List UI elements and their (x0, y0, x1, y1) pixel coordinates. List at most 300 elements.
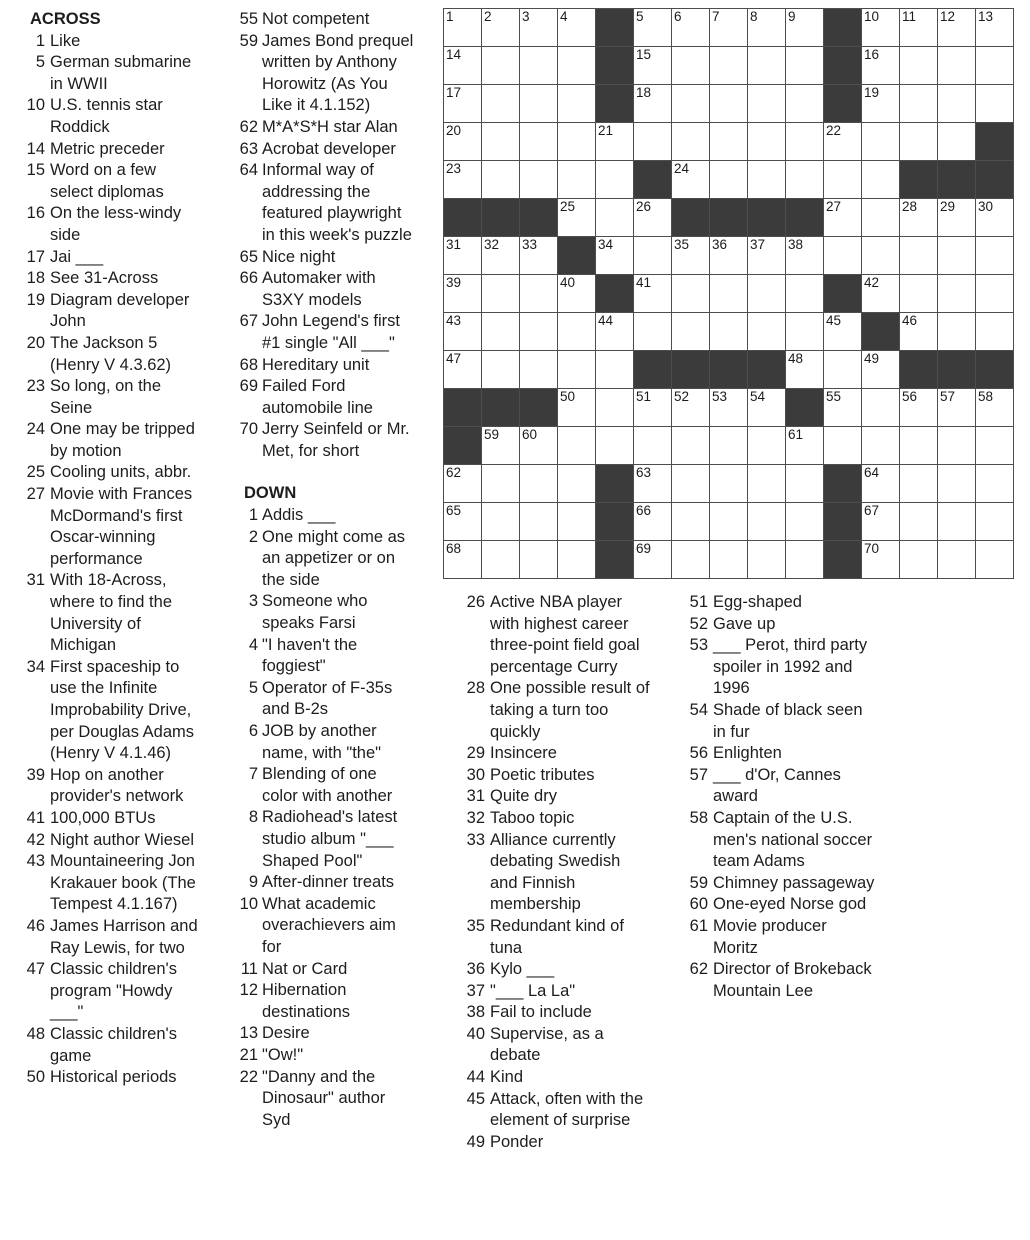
clue-number: 27 (26, 485, 45, 504)
grid-cell-white[interactable] (634, 427, 672, 465)
grid-cell-white[interactable] (900, 465, 938, 503)
grid-cell-white[interactable] (862, 237, 900, 275)
grid-cell-white[interactable] (520, 541, 558, 579)
grid-cell-white[interactable] (520, 427, 558, 465)
clue (455, 678, 660, 743)
grid-cell-number: 67 (864, 503, 880, 518)
grid-cell-white[interactable] (938, 123, 976, 161)
down-clue-list-3 (678, 592, 890, 1002)
grid-cell-white[interactable] (862, 541, 900, 579)
grid-cell-white[interactable] (786, 9, 824, 47)
grid-cell-black (634, 351, 672, 389)
clue-text: Desire (262, 1024, 310, 1043)
grid-cell-white[interactable] (558, 161, 596, 199)
clue-text: Classic children's game (50, 1024, 177, 1065)
clue (678, 614, 890, 636)
grid-cell-white[interactable] (938, 199, 976, 237)
clue (678, 765, 890, 808)
clue-text: Gave up (713, 614, 776, 633)
clue-number: 12 (239, 981, 258, 1000)
grid-cell-white[interactable] (786, 541, 824, 579)
grid-cell-white[interactable] (444, 123, 482, 161)
grid-cell-white[interactable] (900, 85, 938, 123)
grid-cell-white[interactable] (786, 465, 824, 503)
clue (455, 786, 660, 808)
grid-cell-white[interactable] (976, 427, 1014, 465)
grid-cell-white[interactable] (520, 161, 558, 199)
grid-cell-white[interactable] (862, 9, 900, 47)
grid-cell-white[interactable] (710, 85, 748, 123)
grid-cell-white[interactable] (900, 427, 938, 465)
clue-number: 11 (240, 959, 258, 978)
grid-cell-white[interactable] (634, 503, 672, 541)
grid-cell-white[interactable] (710, 161, 748, 199)
grid-cell-number: 61 (788, 427, 804, 442)
grid-cell-white[interactable] (976, 465, 1014, 503)
clue-number: 26 (466, 593, 485, 611)
grid-cell-white[interactable] (748, 275, 786, 313)
clue (455, 830, 660, 916)
grid-cell-white[interactable] (976, 275, 1014, 313)
clue-text: Fail to include (490, 1003, 592, 1022)
grid-cell-white[interactable] (482, 313, 520, 351)
grid-cell-white[interactable] (786, 351, 824, 389)
grid-cell-white[interactable] (976, 541, 1014, 579)
grid-cell-white[interactable] (862, 427, 900, 465)
grid-cell-white[interactable] (976, 47, 1014, 85)
grid-cell-white[interactable] (748, 465, 786, 503)
grid-cell-white[interactable] (748, 123, 786, 161)
grid-cell-white[interactable] (824, 161, 862, 199)
grid-cell-white[interactable] (824, 389, 862, 427)
grid-cell-white[interactable] (862, 47, 900, 85)
grid-cell-white[interactable] (862, 123, 900, 161)
grid-cell-white[interactable] (558, 465, 596, 503)
grid-cell-white[interactable] (938, 9, 976, 47)
clue-number: 16 (26, 204, 45, 223)
grid-cell-white[interactable] (520, 313, 558, 351)
grid-cell-white[interactable] (710, 503, 748, 541)
clue-text: Hibernation destinations (262, 981, 351, 1021)
grid-cell-white[interactable] (558, 275, 596, 313)
grid-cell-white[interactable] (520, 503, 558, 541)
grid-cell-number: 33 (522, 237, 538, 252)
grid-cell-white[interactable] (444, 9, 482, 47)
grid-cell-white[interactable] (558, 199, 596, 237)
grid-cell-white[interactable] (976, 85, 1014, 123)
grid-cell-black (938, 351, 976, 389)
clue-text: Someone who speaks Farsi (262, 592, 368, 633)
clue (226, 872, 426, 894)
grid-cell-black (900, 161, 938, 199)
grid-cell-white[interactable] (786, 237, 824, 275)
grid-cell-white[interactable] (938, 541, 976, 579)
grid-cell-white[interactable] (938, 389, 976, 427)
clue-number: 28 (466, 679, 485, 698)
grid-cell-white[interactable] (748, 389, 786, 427)
grid-cell-number: 3 (522, 9, 530, 24)
grid-cell-white[interactable] (596, 199, 634, 237)
clue-number: 66 (239, 269, 258, 288)
grid-cell-white[interactable] (938, 47, 976, 85)
grid-cell-white[interactable] (634, 199, 672, 237)
clue (12, 959, 212, 1024)
grid-cell-white[interactable] (634, 275, 672, 313)
grid-cell-white[interactable] (558, 123, 596, 161)
grid-cell-white[interactable] (786, 47, 824, 85)
grid-cell-black (976, 123, 1014, 161)
grid-cell-black (976, 351, 1014, 389)
clue-number: 59 (239, 31, 258, 50)
clue-number: 1 (248, 506, 258, 525)
grid-cell-white[interactable] (900, 9, 938, 47)
grid-cell-white[interactable] (786, 503, 824, 541)
grid-cell-white[interactable] (558, 503, 596, 541)
grid-cell-white[interactable] (748, 47, 786, 85)
grid-cell-white[interactable] (520, 465, 558, 503)
grid-cell-white[interactable] (596, 351, 634, 389)
grid-cell-white[interactable] (634, 389, 672, 427)
grid-cell-white[interactable] (558, 427, 596, 465)
clue-text: 100,000 BTUs (50, 808, 156, 827)
grid-cell-white[interactable] (482, 237, 520, 275)
grid-cell-white[interactable] (482, 47, 520, 85)
clue-number: 29 (466, 744, 485, 763)
grid-cell-white[interactable] (520, 237, 558, 275)
grid-cell-white[interactable] (938, 503, 976, 541)
clue-text: Redundant kind of tuna (490, 916, 624, 957)
grid-cell-white[interactable] (520, 9, 558, 47)
grid-cell-white[interactable] (710, 465, 748, 503)
grid-cell-white[interactable] (710, 275, 748, 313)
grid-cell-white[interactable] (482, 465, 520, 503)
grid-cell-white[interactable] (748, 161, 786, 199)
clue (226, 117, 426, 139)
grid-cell-white[interactable] (672, 85, 710, 123)
clue-text: Informal way of addressing the featured playwright in this week's puzzle (262, 161, 412, 244)
clue (678, 592, 890, 614)
grid-cell-white[interactable] (710, 9, 748, 47)
grid-cell-white[interactable] (482, 503, 520, 541)
grid-cell-white[interactable] (862, 161, 900, 199)
grid-cell-black (824, 275, 862, 313)
grid-cell-white[interactable] (482, 541, 520, 579)
grid-cell-number: 59 (484, 427, 500, 442)
grid-cell-white[interactable] (900, 47, 938, 85)
grid-cell-white[interactable] (444, 47, 482, 85)
grid-cell-white[interactable] (862, 199, 900, 237)
grid-cell-white[interactable] (710, 123, 748, 161)
grid-cell-white[interactable] (748, 85, 786, 123)
grid-cell-white[interactable] (786, 313, 824, 351)
grid-cell-white[interactable] (938, 427, 976, 465)
grid-cell-white[interactable] (862, 275, 900, 313)
grid-cell-white[interactable] (824, 123, 862, 161)
grid-cell-white[interactable] (710, 541, 748, 579)
grid-cell-white[interactable] (900, 503, 938, 541)
grid-cell-white[interactable] (482, 275, 520, 313)
grid-cell-black (444, 389, 482, 427)
grid-cell-white[interactable] (482, 427, 520, 465)
grid-cell-white[interactable] (520, 123, 558, 161)
grid-cell-white[interactable] (672, 503, 710, 541)
grid-cell-white[interactable] (786, 427, 824, 465)
grid-cell-white[interactable] (482, 351, 520, 389)
grid-cell-white[interactable] (596, 161, 634, 199)
clue-text: Poetic tributes (490, 765, 595, 784)
grid-cell-white[interactable] (938, 85, 976, 123)
grid-cell-white[interactable] (824, 313, 862, 351)
clue-text: "I haven't the foggiest" (262, 635, 358, 676)
clue-number: 10 (239, 894, 258, 913)
grid-cell-number: 40 (560, 275, 576, 290)
grid-cell-white[interactable] (558, 47, 596, 85)
clue-number: 21 (239, 1045, 258, 1064)
grid-cell-number: 9 (788, 9, 796, 24)
grid-cell-white[interactable] (976, 503, 1014, 541)
clue (226, 1045, 426, 1067)
grid-cell-white[interactable] (596, 389, 634, 427)
grid-cell-number: 16 (864, 47, 880, 62)
grid-cell-white[interactable] (824, 199, 862, 237)
grid-cell-white[interactable] (672, 237, 710, 275)
clue-number: 24 (26, 420, 45, 439)
grid-cell-white[interactable] (824, 237, 862, 275)
grid-cell-number: 58 (978, 389, 994, 404)
clue-text: "Danny and the Dinosaur" author Syd (262, 1067, 386, 1129)
grid-cell-white[interactable] (672, 123, 710, 161)
clue (226, 959, 426, 981)
grid-cell-white[interactable] (824, 427, 862, 465)
clue (678, 959, 890, 1002)
grid-cell-white[interactable] (444, 237, 482, 275)
clue-text: Kind (490, 1068, 524, 1087)
grid-cell-white[interactable] (938, 465, 976, 503)
grid-cell-white[interactable] (748, 541, 786, 579)
clue-number: 50 (26, 1068, 45, 1087)
grid-cell-white[interactable] (710, 47, 748, 85)
grid-cell-white[interactable] (976, 237, 1014, 275)
clue (226, 376, 426, 419)
grid-cell-white[interactable] (558, 389, 596, 427)
grid-cell-black (520, 199, 558, 237)
grid-cell-white[interactable] (862, 389, 900, 427)
grid-cell-number: 39 (446, 275, 462, 290)
grid-cell-white[interactable] (900, 237, 938, 275)
clue (12, 830, 212, 852)
grid-cell-white[interactable] (710, 427, 748, 465)
clue-text: M*A*S*H star Alan (262, 117, 398, 136)
clue-text: Supervise, as a debate (490, 1024, 604, 1065)
grid-cell-number: 18 (636, 85, 652, 100)
grid-cell-white[interactable] (444, 275, 482, 313)
grid-cell-white[interactable] (596, 313, 634, 351)
grid-cell-white[interactable] (786, 85, 824, 123)
clue (226, 764, 426, 807)
grid-cell-white[interactable] (748, 427, 786, 465)
clue-number: 13 (239, 1024, 258, 1043)
grid-cell-white[interactable] (710, 389, 748, 427)
grid-cell-white[interactable] (900, 199, 938, 237)
grid-cell-white[interactable] (672, 465, 710, 503)
grid-cell-white[interactable] (938, 275, 976, 313)
clue-text: Blending of one color with another (262, 765, 393, 805)
grid-cell-white[interactable] (558, 9, 596, 47)
grid-cell-white[interactable] (748, 503, 786, 541)
clue (678, 916, 890, 959)
grid-cell-white[interactable] (672, 275, 710, 313)
grid-cell-black (672, 199, 710, 237)
clue (12, 139, 212, 161)
clue (678, 700, 890, 743)
grid-cell-white[interactable] (520, 85, 558, 123)
clue-number: 18 (26, 269, 45, 288)
grid-cell-number: 1 (446, 9, 454, 24)
clue-text: One-eyed Norse god (713, 895, 867, 914)
clue (12, 290, 212, 333)
clue-number: 25 (26, 463, 45, 482)
clue-number: 22 (239, 1067, 258, 1086)
grid-cell-white[interactable] (634, 313, 672, 351)
grid-cell-white[interactable] (900, 123, 938, 161)
grid-cell-white[interactable] (444, 351, 482, 389)
grid-cell-black (444, 427, 482, 465)
grid-cell-white[interactable] (672, 313, 710, 351)
grid-cell-white[interactable] (862, 85, 900, 123)
grid-cell-white[interactable] (444, 85, 482, 123)
grid-cell-white[interactable] (976, 313, 1014, 351)
grid-cell-white[interactable] (672, 541, 710, 579)
grid-cell-white[interactable] (786, 161, 824, 199)
grid-cell-white[interactable] (862, 503, 900, 541)
clue-number: 63 (239, 139, 258, 158)
grid-cell-number: 26 (636, 199, 652, 214)
clue (226, 311, 426, 354)
grid-cell-white[interactable] (444, 313, 482, 351)
grid-cell-white[interactable] (672, 9, 710, 47)
clue-number: 40 (466, 1024, 485, 1043)
grid-cell-white[interactable] (634, 465, 672, 503)
grid-cell-number: 23 (446, 161, 462, 176)
grid-cell-white[interactable] (596, 237, 634, 275)
grid-cell-white[interactable] (634, 47, 672, 85)
clue (12, 570, 212, 656)
grid-cell-white[interactable] (976, 9, 1014, 47)
clue (455, 1089, 660, 1132)
clue (455, 592, 660, 678)
grid-cell-white[interactable] (634, 9, 672, 47)
grid-cell-white[interactable] (558, 351, 596, 389)
grid-cell-white[interactable] (634, 237, 672, 275)
clue (455, 765, 660, 787)
clue-text: Ponder (490, 1132, 544, 1151)
grid-cell-black (520, 389, 558, 427)
grid-cell-white[interactable] (520, 47, 558, 85)
clue (12, 657, 212, 765)
grid-cell-white[interactable] (672, 47, 710, 85)
grid-cell-black (710, 351, 748, 389)
grid-cell-white[interactable] (444, 503, 482, 541)
grid-cell-white[interactable] (672, 161, 710, 199)
clue (678, 873, 890, 895)
grid-cell-white[interactable] (520, 351, 558, 389)
grid-cell-white[interactable] (786, 123, 824, 161)
grid-cell-white[interactable] (558, 313, 596, 351)
clue (226, 9, 426, 31)
grid-cell-number: 10 (864, 9, 880, 24)
grid-cell-white[interactable] (862, 351, 900, 389)
clue-text: Diagram developer John (50, 290, 190, 331)
clue (12, 484, 212, 570)
grid-cell-white[interactable] (634, 123, 672, 161)
grid-cell-white[interactable] (558, 85, 596, 123)
grid-cell-white[interactable] (976, 389, 1014, 427)
clue-text: ___ Perot, third party spoiler in 1992 and 1996 (713, 636, 868, 698)
clue-number: 58 (689, 808, 708, 827)
clue-number: 10 (26, 96, 45, 115)
clue-number: 9 (248, 873, 258, 892)
grid-cell-white[interactable] (786, 275, 824, 313)
grid-cell-number: 35 (674, 237, 690, 252)
grid-cell-white[interactable] (748, 313, 786, 351)
grid-cell-white[interactable] (710, 237, 748, 275)
clue (226, 527, 426, 592)
clue-number: 34 (26, 657, 45, 676)
grid-cell-white[interactable] (900, 541, 938, 579)
grid-cell-number: 45 (826, 313, 842, 328)
grid-cell-number: 28 (902, 199, 918, 214)
grid-cell-white[interactable] (900, 389, 938, 427)
grid-cell-white[interactable] (900, 275, 938, 313)
grid-cell-white[interactable] (520, 275, 558, 313)
grid-cell-black (596, 275, 634, 313)
grid-cell-white[interactable] (938, 237, 976, 275)
grid-cell-white[interactable] (444, 541, 482, 579)
grid-cell-number: 54 (750, 389, 766, 404)
grid-cell-white[interactable] (596, 427, 634, 465)
grid-cell-white[interactable] (976, 199, 1014, 237)
grid-cell-white[interactable] (748, 9, 786, 47)
grid-cell-number: 66 (636, 503, 652, 518)
grid-cell-white[interactable] (672, 389, 710, 427)
clue-number: 57 (689, 765, 708, 784)
clue-number: 15 (26, 161, 45, 180)
grid-cell-white[interactable] (938, 313, 976, 351)
grid-cell-white[interactable] (710, 313, 748, 351)
grid-cell-white[interactable] (444, 161, 482, 199)
clue-text: Nat or Card (262, 959, 348, 978)
grid-cell-white[interactable] (672, 427, 710, 465)
grid-cell-white[interactable] (634, 85, 672, 123)
down-clues-column-4 (678, 592, 890, 1002)
clue-number: 51 (689, 593, 708, 611)
grid-cell-white[interactable] (482, 9, 520, 47)
grid-cell-white[interactable] (558, 541, 596, 579)
grid-cell-white[interactable] (482, 123, 520, 161)
grid-cell-white[interactable] (862, 465, 900, 503)
grid-cell-white[interactable] (634, 541, 672, 579)
grid-cell-white[interactable] (596, 123, 634, 161)
grid-cell-white[interactable] (482, 161, 520, 199)
grid-cell-white[interactable] (824, 351, 862, 389)
grid-cell-number: 49 (864, 351, 880, 366)
grid-cell-number: 63 (636, 465, 652, 480)
grid-cell-white[interactable] (444, 465, 482, 503)
grid-cell-black (596, 85, 634, 123)
grid-cell-white[interactable] (482, 85, 520, 123)
grid-cell-white[interactable] (900, 313, 938, 351)
grid-cell-white[interactable] (748, 237, 786, 275)
